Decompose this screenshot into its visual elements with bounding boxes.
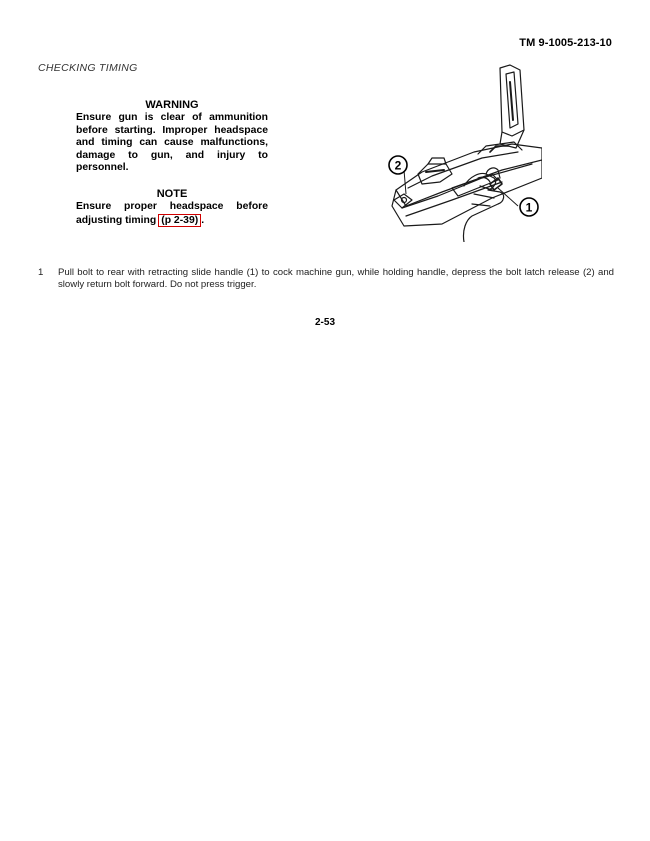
note-body: Ensure proper headspace before adjusting timing <box>76 201 268 226</box>
tm-number: TM 9-1005-213-10 <box>519 37 612 49</box>
note-block <box>76 188 268 227</box>
step-number: 1 <box>38 267 44 278</box>
callout-1 <box>520 198 538 216</box>
step-text: Pull bolt to rear with retracting slide handle (1) to cock machine gun, while holding handle, depress the bolt latch release (2) and slowly return bolt forward. Do not press trigger. <box>58 267 614 290</box>
note-period: . <box>201 214 205 226</box>
callout-2 <box>389 156 407 174</box>
note-text <box>76 201 268 227</box>
warning-heading: WARNING <box>145 99 199 111</box>
page-number: 2-53 <box>314 317 335 328</box>
section-title: CHECKING TIMING <box>38 62 138 74</box>
callout-1-label: 1 <box>525 200 533 215</box>
note-heading: NOTE <box>156 188 188 200</box>
page-reference-link[interactable]: (p 2-39) <box>158 214 201 227</box>
procedure-step <box>38 267 614 291</box>
warning-text: Ensure gun is clear of ammunition before starting. Improper headspace and timing can cause malfunctions, damage to gun, and injury to personnel. <box>76 112 268 174</box>
callout-2-label: 2 <box>394 158 402 173</box>
warning-block <box>76 99 268 175</box>
machine-gun-illustration <box>382 60 542 242</box>
